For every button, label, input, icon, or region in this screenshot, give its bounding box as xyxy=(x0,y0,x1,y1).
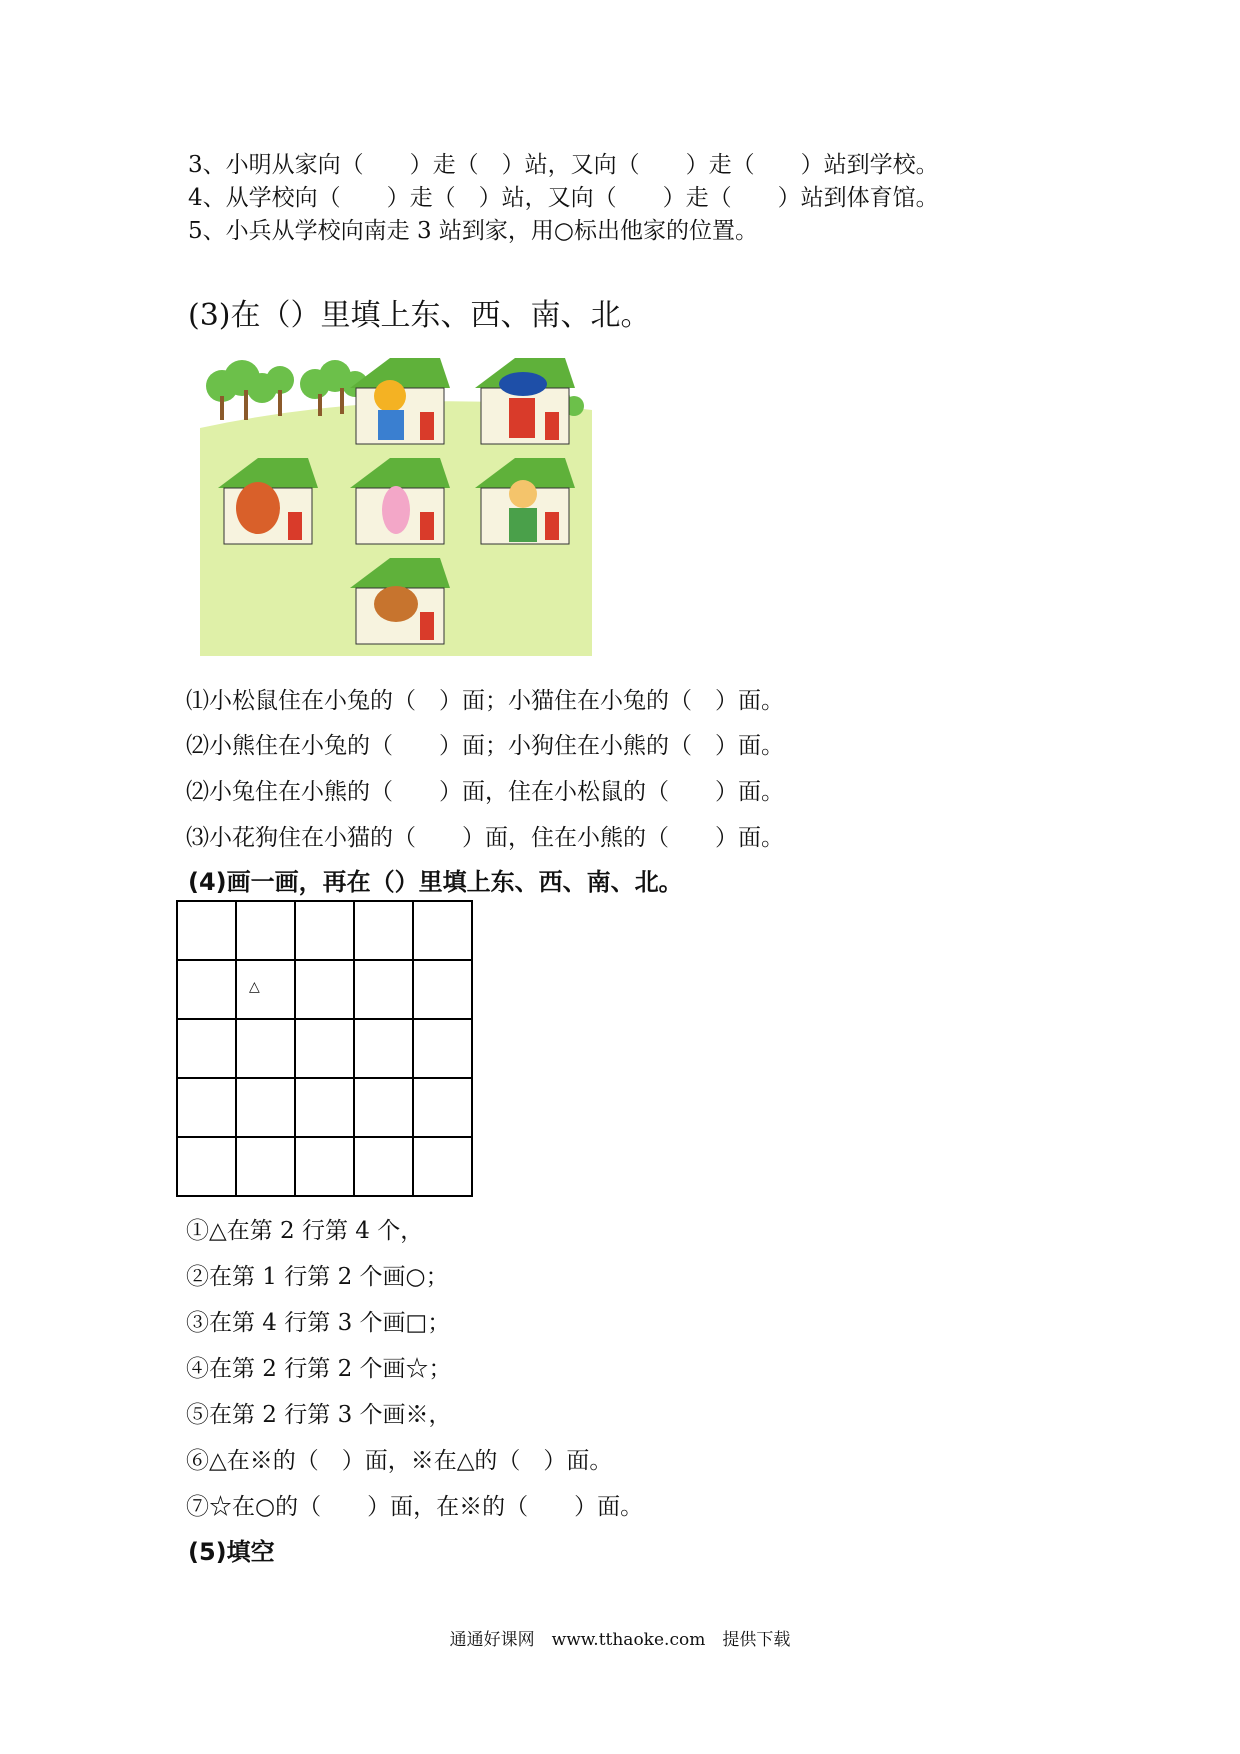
grid-cell[interactable] xyxy=(354,1019,413,1078)
grid-cell[interactable] xyxy=(236,1137,295,1196)
animal-houses-illustration xyxy=(200,358,592,656)
grid-item-5: ⑤在第 2 行第 3 个画※， xyxy=(186,1402,452,1428)
grid-cell[interactable] xyxy=(236,1078,295,1137)
grid-row xyxy=(177,901,472,960)
drawing-grid xyxy=(176,900,473,1197)
grid-cell[interactable] xyxy=(177,960,236,1019)
grid-cell[interactable] xyxy=(295,1019,354,1078)
grid-cell[interactable] xyxy=(177,1137,236,1196)
grid-row xyxy=(177,1137,472,1196)
grid-row xyxy=(177,960,472,1019)
grid-cell[interactable] xyxy=(295,1137,354,1196)
grid-cell[interactable] xyxy=(295,960,354,1019)
grid-cell[interactable] xyxy=(413,1078,472,1137)
triangle-marker: △ xyxy=(249,979,260,995)
grid-item-3: ③在第 4 行第 3 个画□； xyxy=(186,1310,451,1336)
grid-cell[interactable] xyxy=(413,901,472,960)
footer: 通通好课网 www.tthaoke.com 提供下载 xyxy=(449,1630,791,1650)
question-5: 5、小兵从学校向南走 3 站到家，用○标出他家的位置。 xyxy=(188,218,758,244)
grid-cell[interactable] xyxy=(236,1019,295,1078)
grid-cell[interactable] xyxy=(354,960,413,1019)
grid-cell[interactable] xyxy=(295,901,354,960)
question-rabbit: ⑵小兔住在小熊的（ ）面，住在小松鼠的（ ）面。 xyxy=(186,779,784,805)
grid-cell[interactable] xyxy=(177,901,236,960)
question-squirrel: ⑴小松鼠住在小兔的（ ）面；小猫住在小兔的（ ）面。 xyxy=(186,688,784,714)
grid-cell[interactable] xyxy=(354,901,413,960)
grid-row xyxy=(177,1078,472,1137)
grid-cell[interactable] xyxy=(354,1137,413,1196)
question-3: 3、小明从家向（ ）走（ ）站，又向（ ）走（ ）站到学校。 xyxy=(188,152,939,178)
grid-cell[interactable] xyxy=(236,901,295,960)
grid-cell[interactable] xyxy=(413,1137,472,1196)
grid-cell[interactable] xyxy=(177,1078,236,1137)
question-dog: ⑶小花狗住在小猫的（ ）面，住在小熊的（ ）面。 xyxy=(186,825,784,851)
question-4: 4、从学校向（ ）走（ ）站，又向（ ）走（ ）站到体育馆。 xyxy=(188,185,939,211)
section-4-heading: (4)画一画，再在（）里填上东、西、南、北。 xyxy=(188,868,683,896)
grid-item-2: ②在第 1 行第 2 个画○； xyxy=(186,1264,449,1290)
grid-item-6: ⑥△在※的（ ）面，※在△的（ ）面。 xyxy=(186,1448,613,1474)
grid-cell[interactable] xyxy=(295,1078,354,1137)
grid-row xyxy=(177,1019,472,1078)
grid-cell[interactable] xyxy=(177,1019,236,1078)
grid-cell[interactable] xyxy=(236,960,295,1019)
grid-cell[interactable] xyxy=(413,960,472,1019)
section-3-heading: (3)在（）里填上东、西、南、北。 xyxy=(188,298,651,333)
section-5-heading: (5)填空 xyxy=(188,1538,275,1566)
question-bear: ⑵小熊住在小兔的（ ）面；小狗住在小熊的（ ）面。 xyxy=(186,733,784,759)
grid-item-4: ④在第 2 行第 2 个画☆； xyxy=(186,1356,452,1382)
grid-cell[interactable] xyxy=(413,1019,472,1078)
grid-item-7: ⑦☆在○的（ ）面，在※的（ ）面。 xyxy=(186,1494,644,1520)
grid-item-1: ①△在第 2 行第 4 个， xyxy=(186,1218,424,1244)
grid-cell[interactable] xyxy=(354,1078,413,1137)
